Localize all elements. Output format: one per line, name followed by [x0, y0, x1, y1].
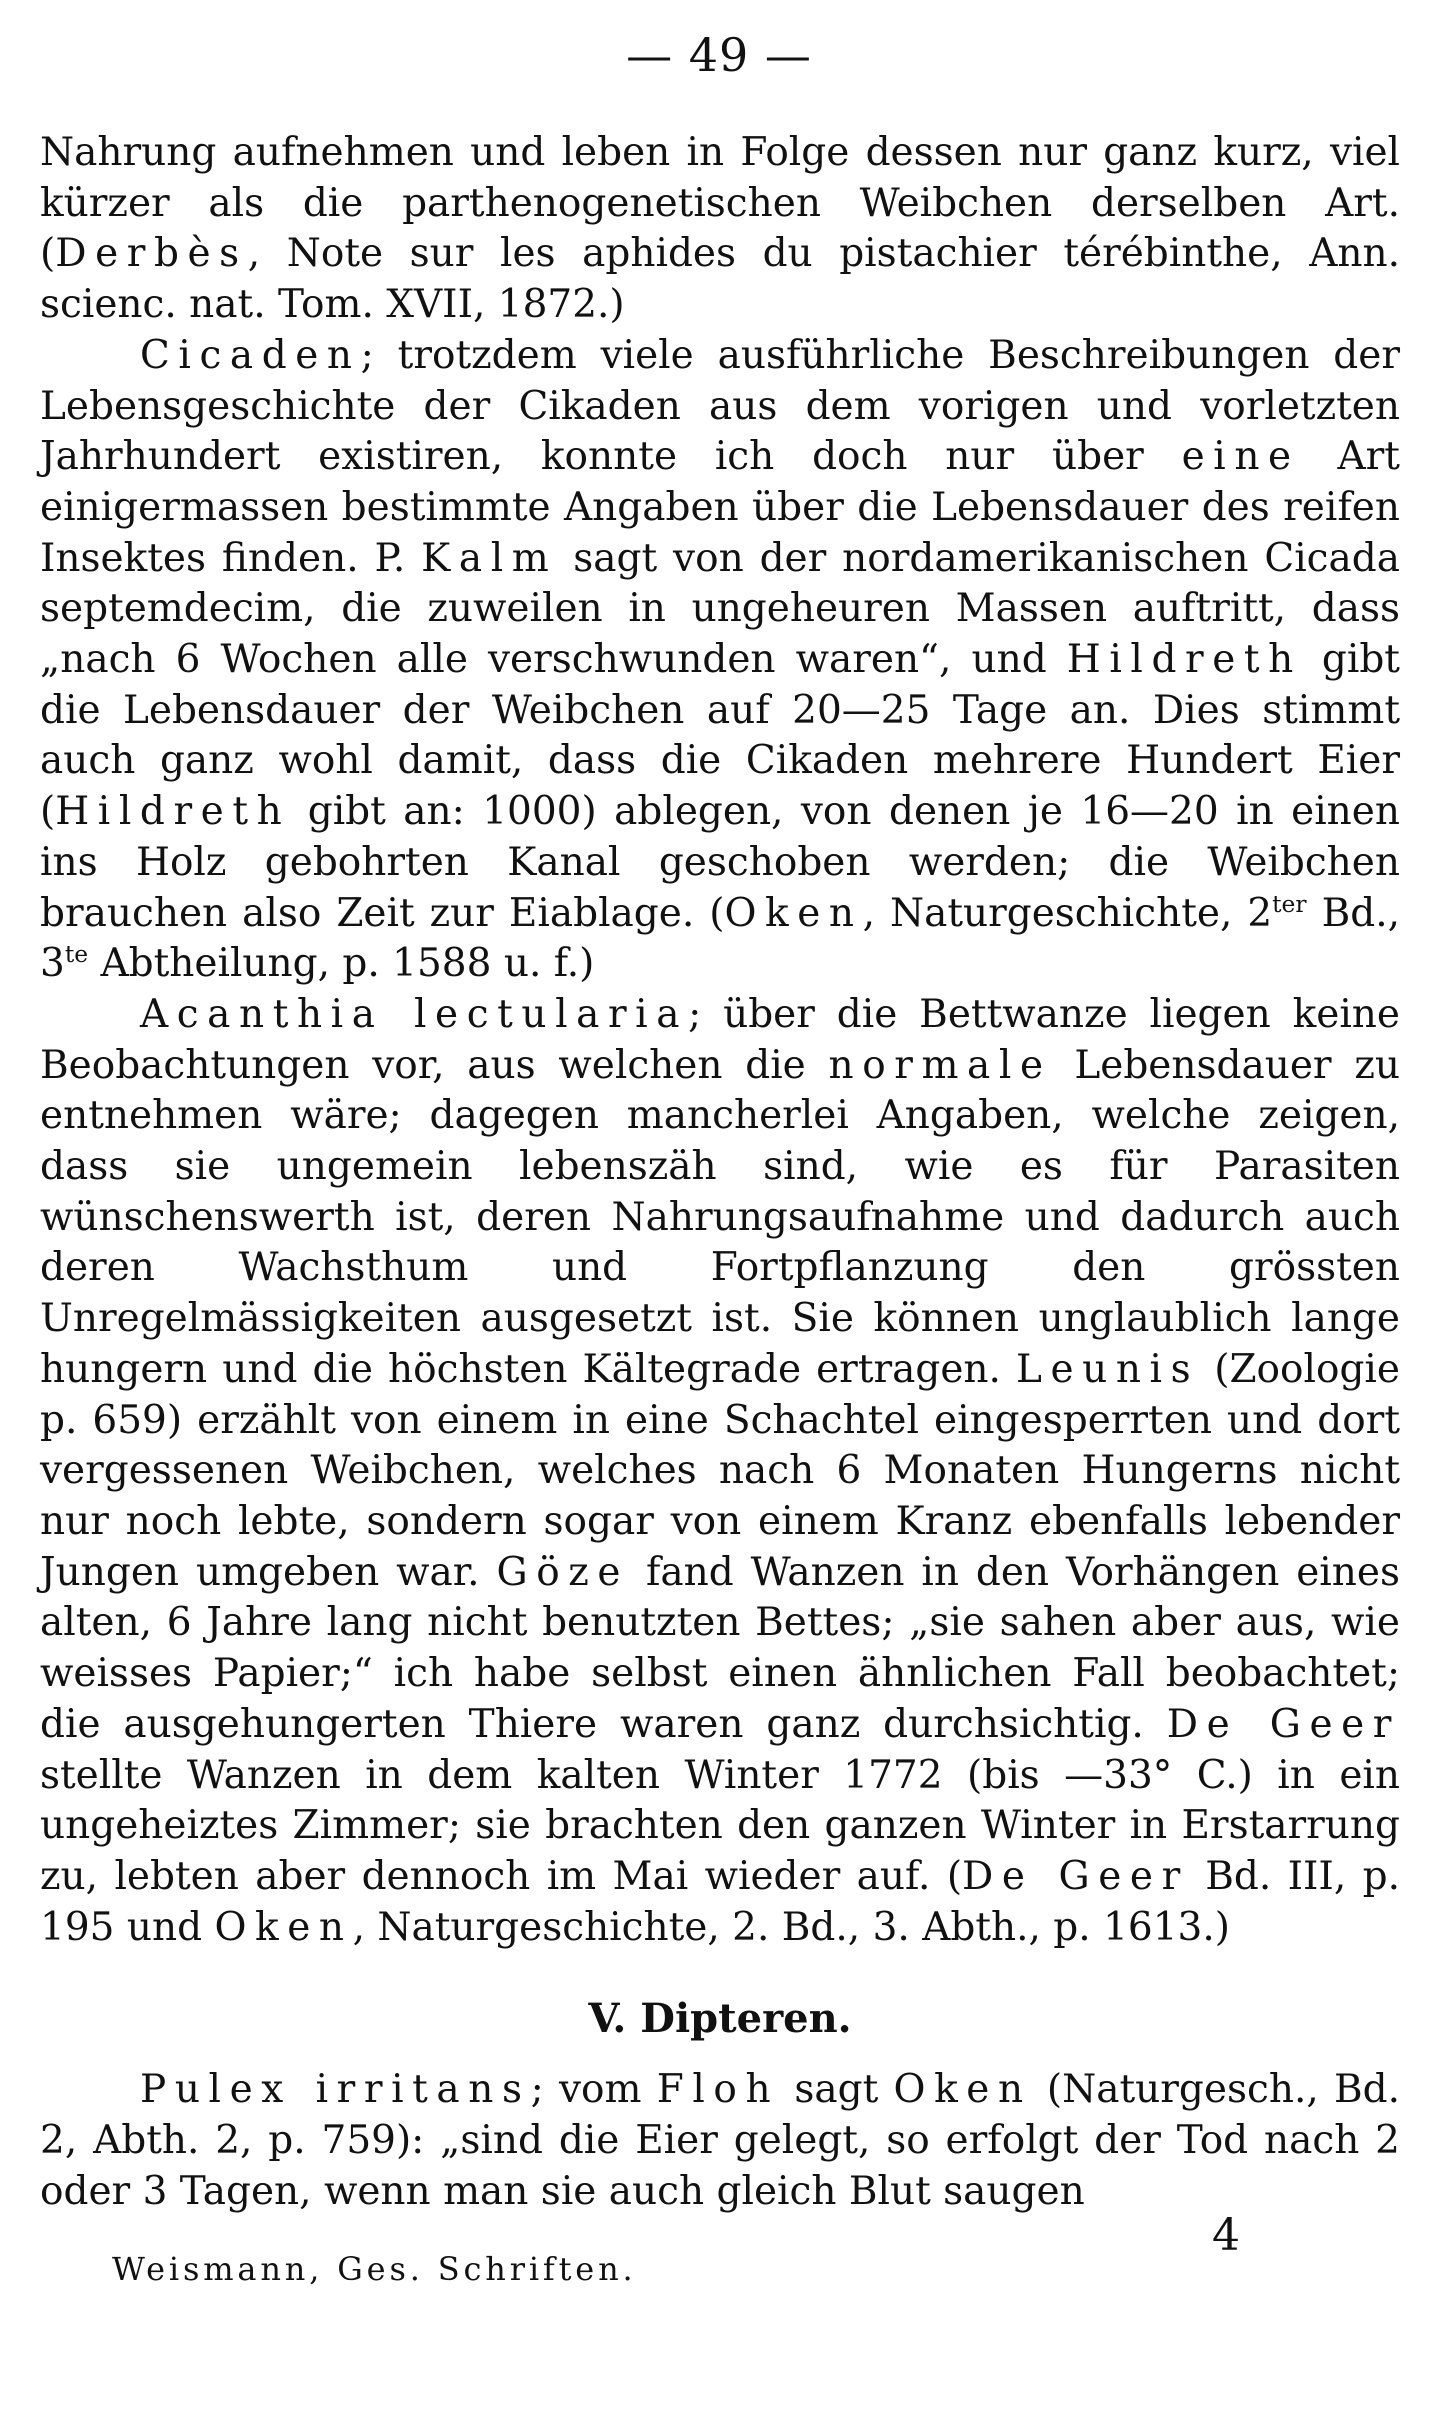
author-name: De Geer: [962, 1853, 1189, 1899]
text-run: Art einigermassen bestimmte Angaben über die Lebensdauer des reifen Insektes finden. P.: [40, 434, 1400, 581]
text-run: sagt: [779, 2067, 894, 2113]
paragraph-1: [40, 128, 1400, 331]
text-run: , Note sur les aphides du pistachier térébinthe, Ann. scienc. nat. Tom. XVII, 1872.): [40, 231, 1400, 328]
author-name: Hildreth: [1066, 637, 1302, 683]
author-name: Kalm: [421, 535, 558, 581]
text-run: (Zoologie p. 659) erzählt von einem in eine Schachtel eingesperrten und dort vergessenen Weibchen, welches nach 6 Monaten Hungerns nicht nur noch lebte, sondern sogar von einem Kranz ebenfalls lebender Jungen umgeben war.: [40, 1346, 1400, 1595]
text-run: Nahrung aufnehmen und leben in Folge dessen nur ganz kurz, viel kürzer als die parthenogenetischen Weibchen derselben Art. (: [40, 130, 1400, 277]
taxon-name: Cicaden: [140, 332, 361, 378]
author-name: De Geer: [1166, 1701, 1400, 1747]
section-heading: V. Dipteren.: [588, 1995, 852, 2043]
paragraph-cicaden: [40, 331, 1400, 990]
sheet-number: 4: [1212, 2210, 1240, 2261]
author-name: Oken: [724, 890, 863, 936]
text-run: Abtheilung, p. 1588 u. f.): [88, 941, 595, 987]
emphasis: normale: [828, 1042, 1052, 1088]
body-text: [40, 128, 1400, 2217]
author-name: Derbès: [55, 231, 248, 277]
text-run: ; trotzdem viele ausführliche Beschreibungen der Lebensgeschichte der Cikaden aus dem vorigen und vorletzten Jahrhundert existiren, konnte ich doch nur über: [40, 332, 1400, 480]
emphasis: eine: [1181, 434, 1300, 480]
footer-signature: Weismann, Ges. Schriften.: [112, 2250, 637, 2288]
text-run: , Naturgeschichte, 2: [862, 890, 1273, 936]
taxon-name: Pulex irritans: [140, 2067, 531, 2113]
paragraph-pulex: [40, 2065, 1400, 2217]
text-run: Bd. III, p. 195 und: [40, 1853, 1400, 1950]
author-name: Leunis: [1016, 1346, 1200, 1392]
emphasis: Floh: [656, 2067, 780, 2113]
text-run: Lebensdauer zu entnehmen wäre; dagegen mancherlei Angaben, welche zeigen, dass sie ungemein lebenszäh sind, wie es für Parasiten wünschenswerth ist, deren Nahrungsaufnahme und dadurch auch deren Wachsthum und Fortpflanzung den grössten Unregelmässigkeiten ausgesetzt ist. Sie können unglaublich lange hungern und die höchsten Kältegrade ertragen.: [40, 1042, 1400, 1392]
text-run: (Naturgesch., Bd. 2, Abth. 2, p. 759): „sind die Eier gelegt, so erfolgt der Tod nach 2 oder 3 Tagen, wenn man sie auch gleich Blut saugen: [40, 2067, 1400, 2214]
author-name: Oken: [214, 1904, 353, 1950]
text-run: Bd., 3: [40, 890, 1400, 987]
author-name: Oken: [893, 2067, 1032, 2113]
text-run: , Naturgeschichte, 2. Bd., 3. Abth., p. 1613.): [352, 1904, 1230, 1950]
text-run: ; vom: [530, 2067, 657, 2113]
text-run: ; über die Bettwanze liegen keine Beobachtungen vor, aus welchen die: [40, 991, 1400, 1088]
text-run: sagt von der nordamerikanischen Cicada septemdecim, die zuweilen in ungeheuren Massen auftritt, dass „nach 6 Wochen alle verschwunden waren“, und: [40, 535, 1400, 683]
text-run: gibt an: 1000) ablegen, von denen je 16—20 in einen ins Holz gebohrten Kanal geschoben werden; die Weibchen brauchen also Zeit zur Eiablage. (: [40, 789, 1400, 936]
text-run: gibt die Lebensdauer der Weibchen auf 20—25 Tage an. Dies stimmt auch ganz wohl damit, dass die Cikaden mehrere Hundert Eier (: [40, 637, 1400, 835]
author-name: Göze: [496, 1549, 630, 1595]
text-run: fand Wanzen in den Vorhängen eines alten, 6 Jahre lang nicht benutzten Bettes; „sie sahen aber aus, wie weisses Papier;“ ich habe selbst einen ähnlichen Fall beobachtet; die ausgehungerten Thiere waren ganz durchsichtig.: [40, 1549, 1400, 1747]
text-run: stellte Wanzen in dem kalten Winter 1772 (bis —33° C.) in ein ungeheiztes Zimmer; sie brachten den ganzen Winter in Erstarrung zu, lebten aber dennoch im Mai wieder auf. (: [40, 1752, 1400, 1899]
taxon-name: Acanthia lectularia: [140, 991, 689, 1037]
paragraph-acanthia: [40, 990, 1400, 1953]
superscript: te: [64, 940, 89, 969]
author-name: Hildreth: [55, 789, 291, 835]
page-number: — 49 —: [626, 28, 812, 82]
superscript: ter: [1272, 889, 1307, 918]
